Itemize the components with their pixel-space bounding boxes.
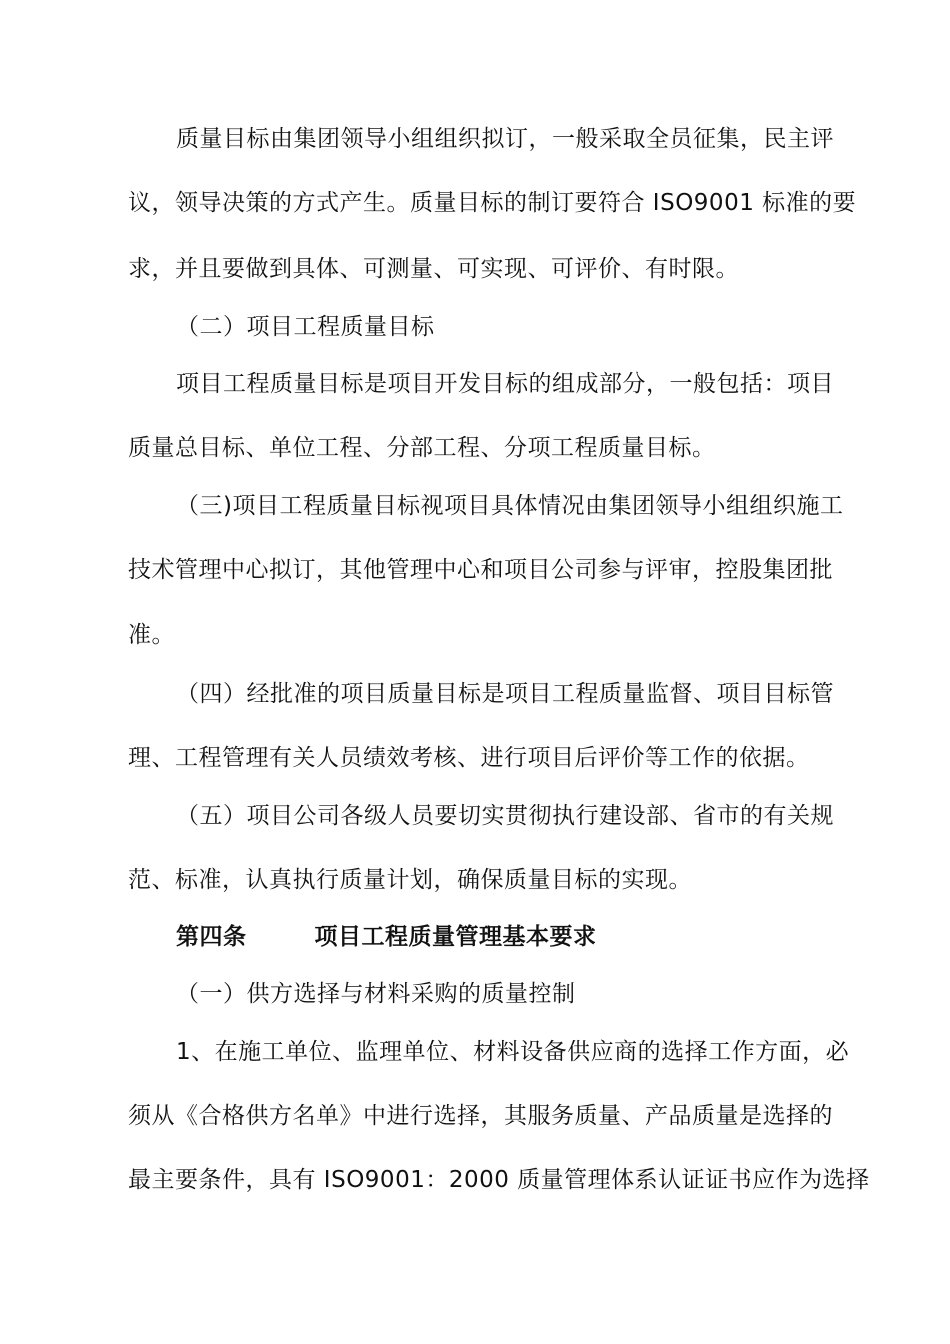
paragraph-line: 理、工程管理有关人员绩效考核、进行项目后评价等工作的依据。 — [128, 745, 810, 771]
paragraph-line: 最主要条件，具有 ISO9001：2000 质量管理体系认证证书应作为选择 — [128, 1167, 870, 1193]
paragraph-line: （五）项目公司各级人员要切实贯彻执行建设部、省市的有关规 — [176, 803, 834, 829]
article-heading — [176, 922, 597, 952]
paragraph-line: 技术管理中心拟订，其他管理中心和项目公司参与评审，控股集团批 — [128, 557, 833, 583]
paragraph-line: 质量目标由集团领导小组组织拟订，一般采取全员征集，民主评 — [176, 126, 834, 152]
paragraph-line: 1、在施工单位、监理单位、材料设备供应商的选择工作方面，必 — [176, 1039, 850, 1065]
paragraph-line: 议，领导决策的方式产生。质量目标的制订要符合 ISO9001 标准的要 — [128, 190, 857, 216]
paragraph-line: 项目工程质量目标是项目开发目标的组成部分，一般包括：项目 — [176, 371, 834, 397]
section-heading: （二）项目工程质量目标 — [176, 314, 435, 340]
paragraph-line: 求，并且要做到具体、可测量、可实现、可评价、有时限。 — [128, 256, 739, 282]
paragraph-line: 质量总目标、单位工程、分部工程、分项工程质量目标。 — [128, 435, 716, 461]
paragraph-line: 须从《合格供方名单》中进行选择，其服务质量、产品质量是选择的 — [128, 1103, 833, 1129]
paragraph-line: （四）经批准的项目质量目标是项目工程质量监督、项目目标管 — [176, 681, 834, 707]
article-title: 项目工程质量管理基本要求 — [314, 924, 597, 950]
paragraph-line: 准。 — [128, 622, 175, 648]
section-heading: （一）供方选择与材料采购的质量控制 — [176, 981, 576, 1007]
paragraph-line: （三)项目工程质量目标视项目具体情况由集团领导小组组织施工 — [176, 493, 844, 519]
paragraph-line: 范、标准，认真执行质量计划，确保质量目标的实现。 — [128, 867, 692, 893]
article-number: 第四条 — [176, 924, 247, 950]
